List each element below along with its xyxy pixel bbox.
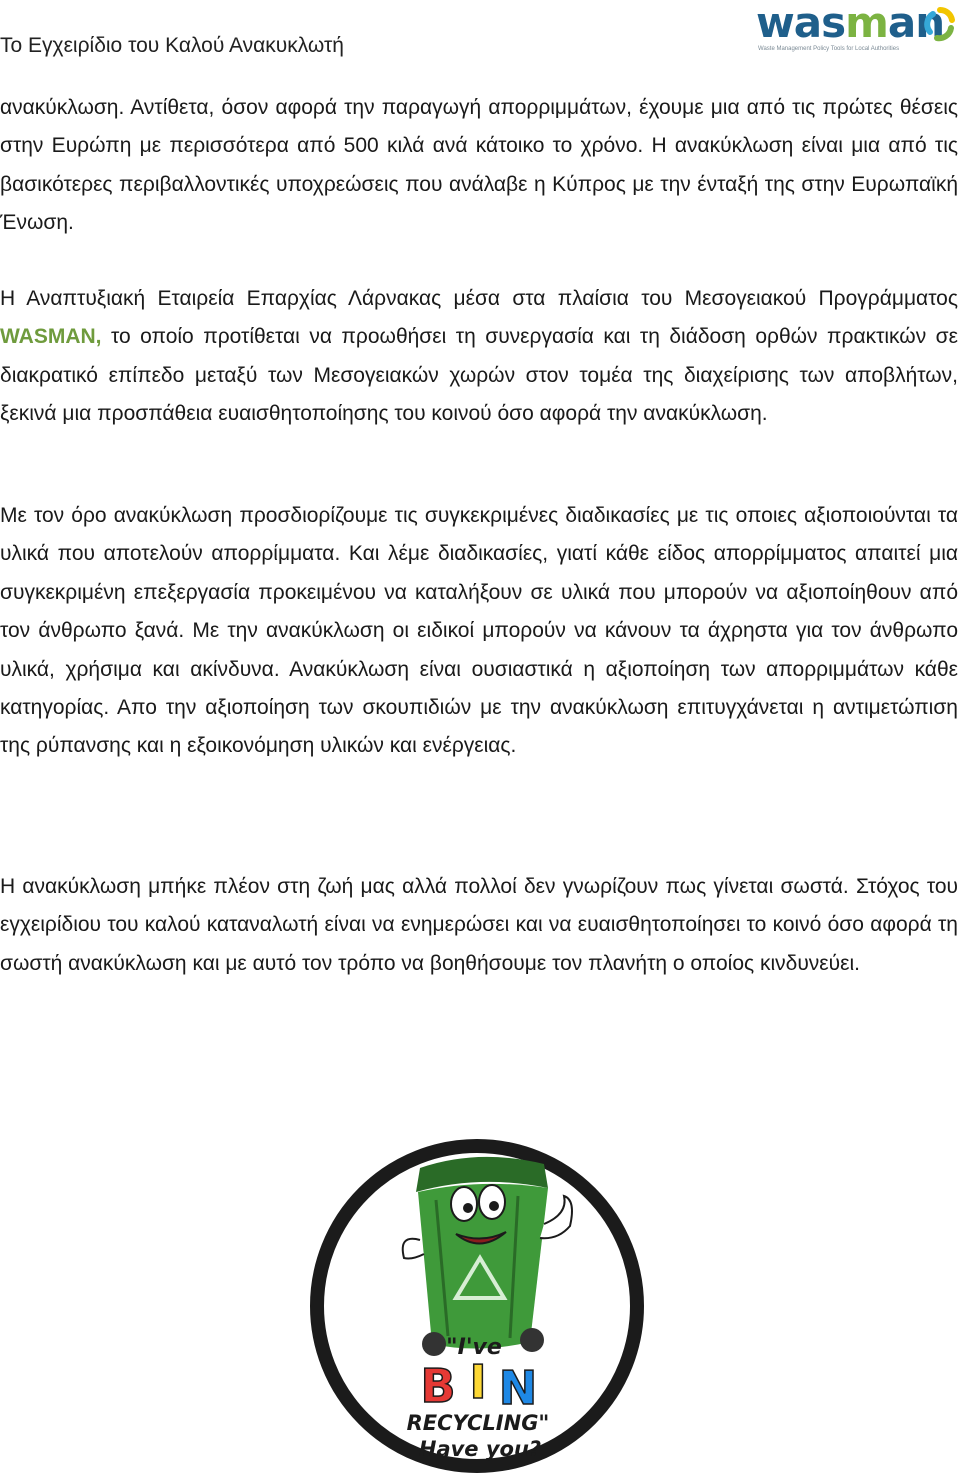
- slogan-letter-i: I: [469, 1355, 487, 1409]
- slogan-letter-n: N: [498, 1361, 538, 1415]
- recycling-illustration: [308, 1130, 646, 1473]
- paragraph-intro: ανακύκλωση. Αντίθετα, όσον αφορά την παραγωγή απορριμμάτων, έχουμε μια από τις πρώτες θέσεις στην Ευρώπη με περισσότερα από 500 κιλά ανά κάτοικο το χρόνο. Η ανακύκλωση είναι μια από τις βασικότερες περιβαλλοντικές υποχρεώσεις που ανάλαβε η Κύπρος με την ένταξή της στην Ευρωπαϊκή Ένωση.: [0, 96, 958, 235]
- recycling-bin-picture: [308, 1130, 646, 1473]
- slogan-line-4: Have you?: [418, 1437, 542, 1461]
- slogan-line-3: RECYCLING": [406, 1411, 550, 1435]
- logo-tagline: Waste Management Policy Tools for Local Authorities: [758, 46, 900, 52]
- paragraph-purpose: Η ανακύκλωση μπήκε πλέον στη ζωή μας αλλά πολλοί δεν γνωρίζουν πως γίνεται σωστά. Στόχος του εγχειρίδιου του καλού καταναλωτή είναι να ενημερώσει και να ευαισθητοποίησει το κοινό όσο αφορά τη σωστή ανακύκλωση και με αυτό τον τρόπο να βοηθήσουμε τον πλανήτη ο οποίος κινδυνεύει.: [0, 875, 958, 975]
- wasman-logo: [752, 0, 956, 54]
- slogan-letter-b: B: [420, 1359, 456, 1413]
- paragraph-wasman: Η Αναπτυξιακή Εταιρεία Επαρχίας Λάρνακας μέσα στα πλαίσια του Μεσογειακού Προγράμματος WASMAN, το οποίο προτίθεται να προωθήσει τη συνεργασία και τη διάδοση ορθών πρακτικών σε διακρατικό επίπεδο μεταξύ των Μεσογειακών χωρών στον τομέα της διαχείρισης των αποβλήτων, ξεκινά μια προσπάθεια ευαισθητοποίησης του κοινού όσο αφορά την ανακύκλωση.: [0, 287, 958, 426]
- logo-swirl-icon: [924, 6, 956, 42]
- document-title: Το Εγχειρίδιο του Καλού Ανακυκλωτή: [0, 34, 344, 57]
- slogan-line-1: "I've: [446, 1335, 502, 1360]
- paragraph-definition: Με τον όρο ανακύκλωση προσδιορίζουμε τις συγκεκριμένες διαδικασίες με τις οποιες αξιοποιούνται τα υλικά που αποτελούν απορρίμματα. Και λέμε διαδικασίες, γιατί κάθε είδος απορρίμματος απαιτεί μια συγκεκριμένη επεξεργασία προκειμένου να καταλήξουν σε υλικά που μπορούν να αξιοποίηθουν από τον άνθρωπο ξανά. Με την ανακύκλωση οι ειδικοί μπορούν να κάνουν τα άχρηστα για τον άνθρωπο υλικά, χρήσιμα και ακίνδυνα. Ανακύκλωση είναι ουσιαστικά η αξιοποίηση των απορριμμάτων κάθε κατηγορίας. Απο την αξιοποίηση των σκουπιδιών με την ανακύκλωση επιτυγχάνεται η αντιμετώπιση της ρύπανσης και η εξοικονόμηση υλικών και ενέργειας.: [0, 504, 958, 758]
- logo-wordmark: wasman: [756, 0, 945, 47]
- wasman-brand-text: WASMAN,: [0, 325, 102, 349]
